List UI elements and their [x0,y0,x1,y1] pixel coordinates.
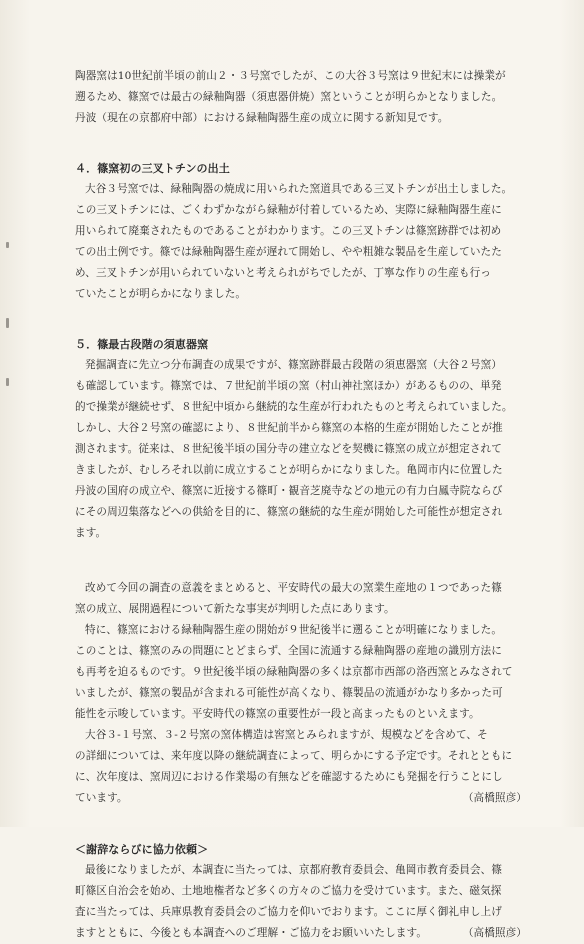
text-line: にその周辺集落などへの供給を目的に、篠窯の継続的な生産が開始した可能性が想定され [75,506,503,518]
intro-paragraph [75,66,527,129]
text-line [75,923,527,944]
acknowledgements-paragraph [75,860,527,944]
text-line: 発掘調査に先立つ分布調査の成果ですが、篠窯跡群最古段階の須恵器窯（大谷２号窯） [85,359,503,371]
section5-paragraph [75,355,527,544]
text-line-content: ています。 [75,792,128,804]
section-heading: ４．篠窯初の三叉トチンの出土 [75,162,230,175]
text-line: この三叉トチンには、ごくわずかながら緑釉が付着しているため、実際に緑釉陶器生産に [75,204,502,216]
text-line: 改めて今回の調査の意義をまとめると、平安時代の最大の窯業生産地の１つであった篠 [85,582,502,594]
text-line: 丹波の国府の成立や、篠窯に近接する篠町・観音芝廃寺などの地元の有力白鳳寺院ならび [75,485,503,497]
binding-hole-marks [6,0,16,827]
author-credit: （高橋照彦） [462,792,527,804]
text-line-content: ますとともに、今後とも本調査へのご理解・ご協力をお願いいたします。 [75,927,428,939]
text-line: ていたことが明らかになりました。 [75,288,247,300]
text-line: 遡るため、篠窯では最古の緑釉陶器（須恵器併焼）窯ということが明らかとなりました。 [75,91,503,103]
text-line: 最後になりましたが、本調査に当たっては、京都府教育委員会、亀岡市教育委員会、篠 [85,864,503,876]
text-line: 査に当たっては、兵庫県教育委員会のご協力を仰いでおります。ここに厚く御礼申し上げ [75,906,502,918]
document-body [75,66,527,944]
text-line: 測されます。従来は、８世紀後半頃の国分寺の建立などを契機に篠窯の成立が想定されて [75,443,502,455]
text-line: 町篠区自治会を始め、土地地権者など多くの方々のご協力を受けています。また、磁気探 [75,885,502,897]
text-line: 特に、篠窯における緑釉陶器生産の開始が９世紀後半に遡ることが明確になりました。 [85,624,503,636]
text-line: 用いられて廃棄されたものであることがわかります。この三叉トチンは篠窯跡群では初め [75,225,502,237]
text-line: ての出土例です。篠では緑釉陶器生産が遅れて開始し、やや粗雑な製品を生産していたた [75,246,502,258]
text-line: 窯の成立、展開過程について新たな事実が判明した点にあります。 [75,603,395,615]
author-credit: （高橋照彦） [462,927,527,939]
margin-mark [6,378,9,386]
text-line: の詳細については、来年度以降の継続調査によって、明らかにする予定です。それとともに [75,750,513,762]
text-line: も確認しています。篠窯では、７世紀前半頃の窯（村山神社窯ほか）があるものの、単発 [75,380,502,392]
text-line: いましたが、篠窯の製品が含まれる可能性が高くなり、篠製品の流通がかなり多かった可 [75,687,503,699]
summary-paragraph-3 [75,725,527,809]
text-line: 陶器窯は10世紀前半頃の前山２・３号窯でしたが、この大谷３号窯は９世紀末には操業が [75,70,506,82]
text-line: に、次年度は、窯周辺における作業場の有無などを確認するためにも発掘を行うことにし [75,771,503,783]
text-line: 丹波（現在の京都府中部）における緑釉陶器生産の成立に関する新知見です。 [75,112,449,124]
text-line: 的で操業が継続せず、８世紀中頃から継続的な生産が行われたものと考えられていました。 [75,401,513,413]
section4-paragraph [75,179,527,305]
acknowledgements-heading: ＜謝辞ならびに協力依頼＞ [75,843,209,856]
text-line: め、三叉トチンが用いられていないと考えられがちでしたが、丁寧な作りの生産も行っ [75,267,491,279]
text-line: 能性を示唆しています。平安時代の篠窯の重要性が一段と高まったものといえます。 [75,708,480,720]
summary-paragraph-1 [75,578,527,620]
summary-paragraph-2 [75,620,527,725]
margin-mark [6,242,9,248]
text-line [75,788,527,809]
text-line: きましたが、むしろそれ以前に成立することが明らかになりました。亀岡市内に位置した [75,464,503,476]
margin-mark [6,318,9,328]
text-line: 大谷３号窯では、緑釉陶器の焼成に用いられた窯道具である三叉トチンが出土しました。 [85,183,513,195]
text-line: ます。 [75,527,107,539]
text-line: しかし、大谷２号窯の確認により、８世紀前半から篠窯の本格的生産が開始したことが推 [75,422,503,434]
text-line: も再考を迫るものです。９世紀後半頃の緑釉陶器の多くは京都市西部の洛西窯とみなされて [75,666,513,678]
text-line: 大谷３‐１号窯、３‐２号窯の窯体構造は窖窯とみられますが、規模などを含めて、そ [85,729,488,741]
section-heading: ５．篠最古段階の須恵器窯 [75,338,209,351]
text-line: このことは、篠窯のみの問題にとどまらず、全国に流通する緑釉陶器の産地の識別方法に [75,645,502,657]
